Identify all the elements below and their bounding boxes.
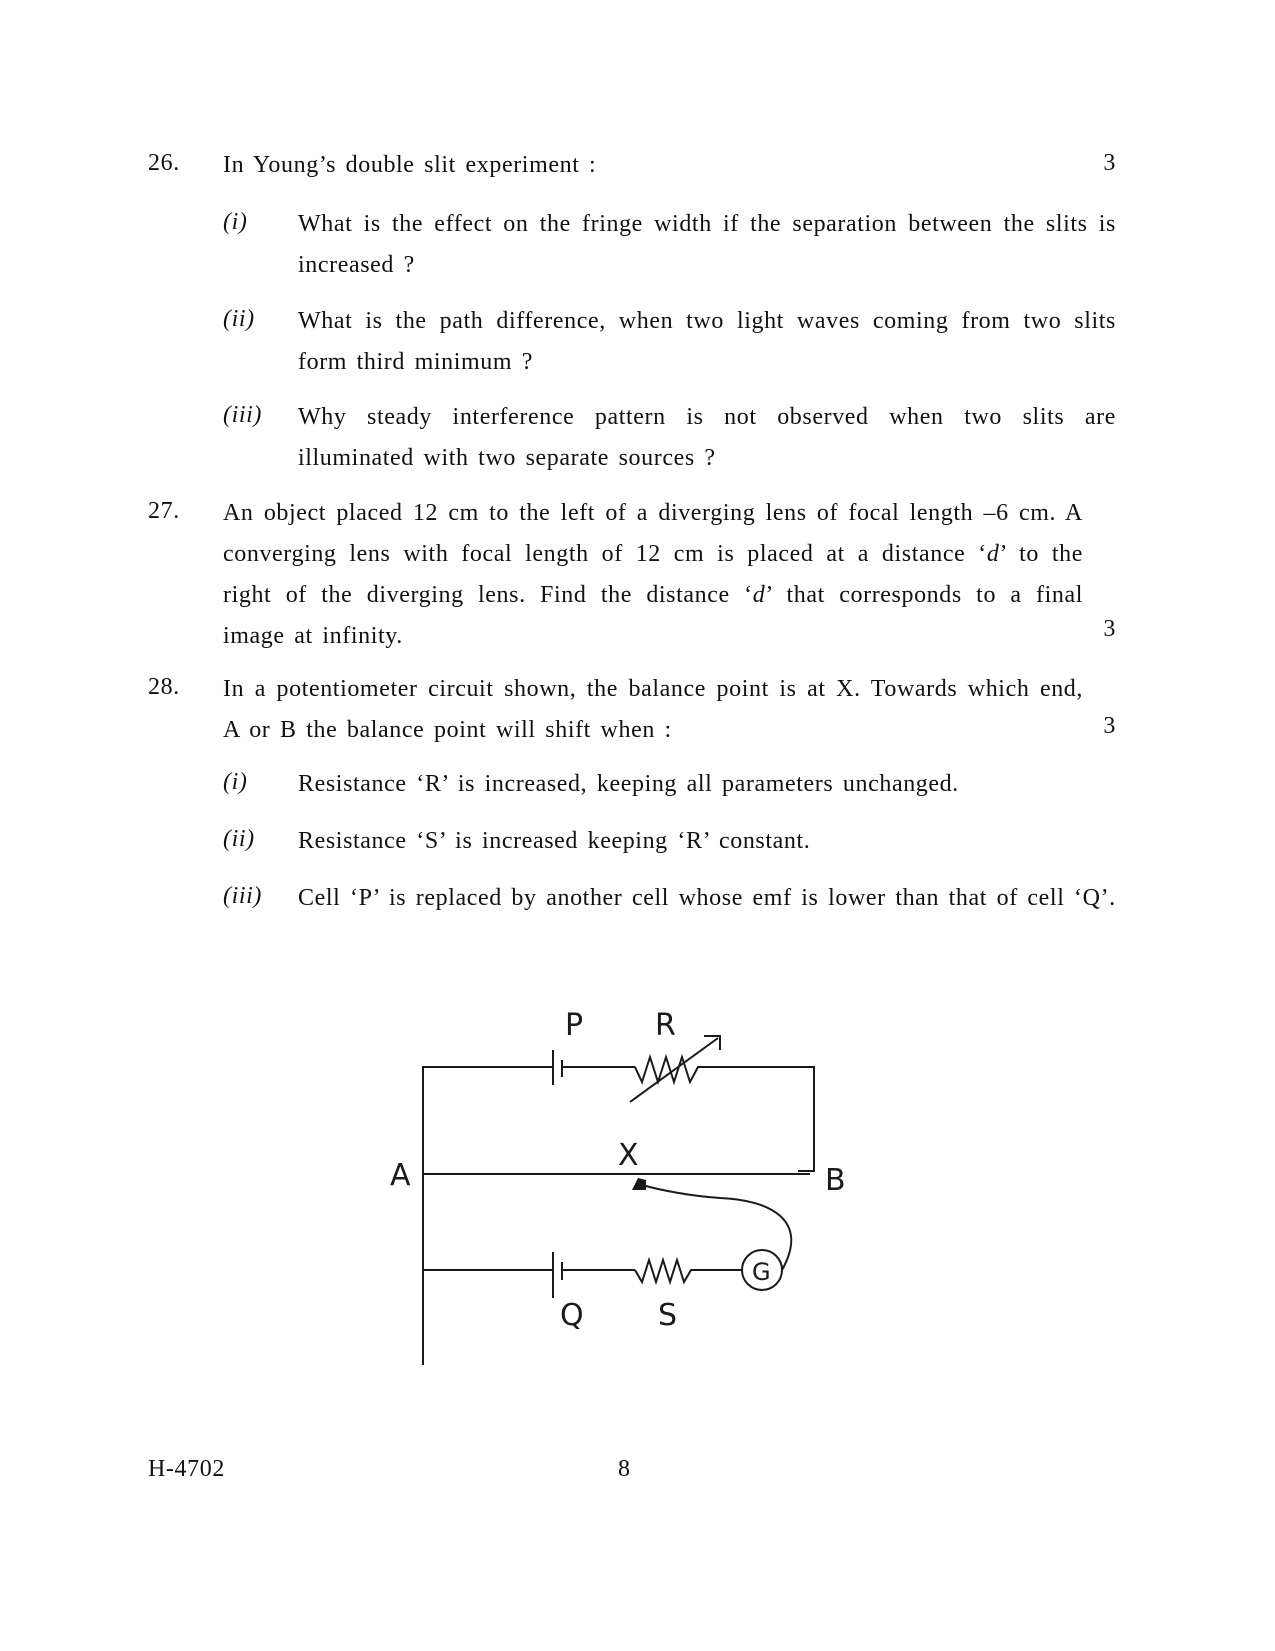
label-a: A <box>390 1158 412 1193</box>
label-r: R <box>655 1008 677 1043</box>
q26-text: In Young’s double slit experiment : <box>223 152 597 178</box>
paper-code: H-4702 <box>148 1456 225 1482</box>
q28-part-i-label: (i) <box>223 769 248 795</box>
q28-part-ii-text: Resistance ‘S’ is increased keeping ‘R’ constant. <box>298 828 811 854</box>
q27-marks: 3 <box>1103 616 1116 642</box>
q28-text: In a potentiometer circuit shown, the balance point is at X. Towards which end, A or B the balance point will shift when : <box>223 676 1083 743</box>
label-q: Q <box>560 1298 585 1333</box>
q26-part-i-text: What is the effect on the fringe width if the separation between the slits is increased ? <box>298 211 1116 278</box>
q26-part-ii-text: What is the path difference, when two light waves coming from two slits form third minimum ? <box>298 308 1116 375</box>
q26-part-iii-label: (iii) <box>223 402 262 428</box>
q26-part-i-label: (i) <box>223 209 248 235</box>
label-p: P <box>565 1008 584 1043</box>
potentiometer-circuit-diagram <box>390 1008 850 1385</box>
label-b: B <box>825 1163 847 1198</box>
q27-number: 27. <box>148 498 180 524</box>
page-number: 8 <box>618 1456 631 1482</box>
q27-text: An object placed 12 cm to the left of a diverging lens of focal length –6 cm. A converging lens with focal length of 12 cm is placed at a distance ‘d’ to the right of the diverging lens. Find the distance ‘d’ that corresponds to a final image at infinity. <box>223 500 1084 649</box>
resistor-s-zigzag <box>635 1260 742 1282</box>
q28-part-iii-text: Cell ‘P’ is replaced by another cell whose emf is lower than that of cell ‘Q’. <box>298 885 1116 911</box>
q26-number: 26. <box>148 150 180 176</box>
bottom-wire-left <box>423 1174 553 1270</box>
top-wire-left <box>423 1067 553 1365</box>
q28-part-ii-label: (ii) <box>223 826 255 852</box>
q28-marks: 3 <box>1103 713 1116 739</box>
rheostat-arrow-line <box>630 1038 718 1102</box>
q26-part-iii-text: Why steady interference pattern is not observed when two slits are illuminated with two separate sources ? <box>298 404 1116 471</box>
q28-part-iii-label: (iii) <box>223 883 262 909</box>
label-g: G <box>752 1258 772 1286</box>
label-x: X <box>618 1138 640 1173</box>
top-wire-right <box>702 1067 814 1171</box>
q28-number: 28. <box>148 674 180 700</box>
q26-marks: 3 <box>1103 150 1116 176</box>
q28-part-i-text: Resistance ‘R’ is increased, keeping all parameters unchanged. <box>298 771 959 797</box>
label-s: S <box>658 1298 678 1333</box>
resistor-r-zigzag <box>635 1057 702 1082</box>
q26-part-ii-label: (ii) <box>223 306 255 332</box>
jockey-contact <box>632 1178 646 1190</box>
